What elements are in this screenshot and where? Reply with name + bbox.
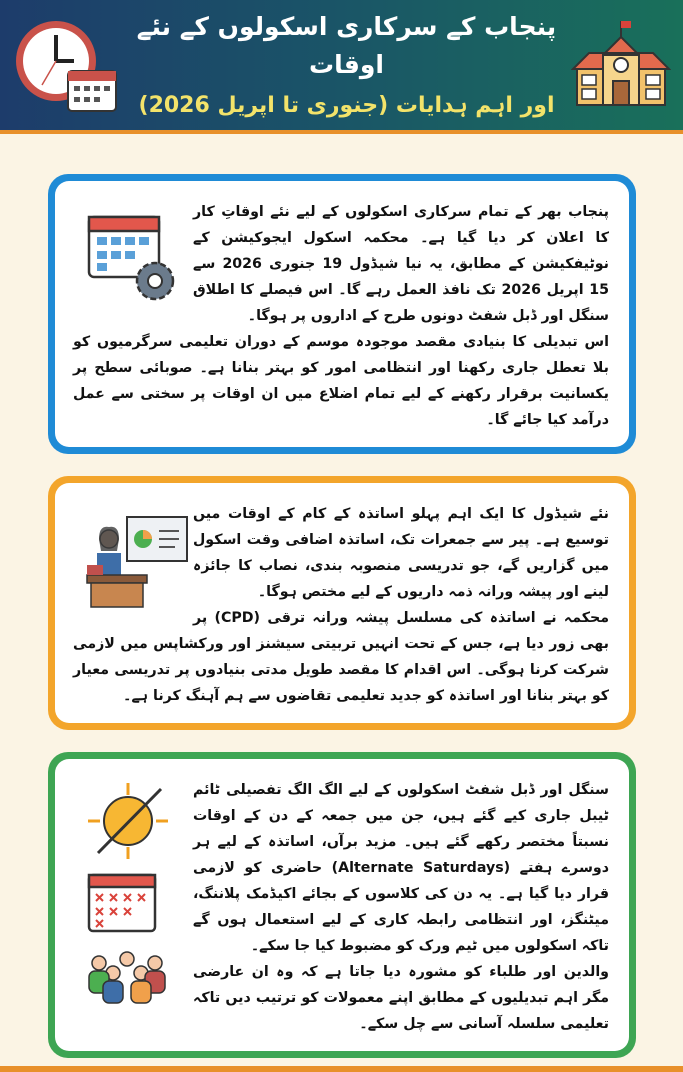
calendar-gear-icon: [83, 207, 193, 312]
clock-calendar-icon: [12, 15, 122, 115]
card-paragraph: محکمہ نے اساتذہ کی مسلسل پیشہ ورانہ ترقی (CPD) پر بھی زور دیا ہے، جس کے تحت انہیں تربیتی سیشنز اور ورکشاپس میں لازمی شرکت کرنا ہوگی۔ اس اقدام کا مقصد طویل مدتی بنیادوں پر تدریسی معیار کو بہتر بنانا اور اساتذہ کو جدید تعلیمی تقاضوں سے ہم آہنگ کرنا ہے۔: [73, 610, 609, 704]
card-paragraph: سنگل اور ڈبل شفٹ اسکولوں کے لیے الگ الگ تفصیلی ٹائم ٹیبل جاری کیے گئے ہیں، جن میں جمعہ کے دن کے اوقات نسبتاً مختصر رکھے گئے ہیں۔ مزید برآں، اساتذہ کے لیے ہر دوسرے ہفتے (Alternate Saturdays) حاضری کو لازمی قرار دیا گیا ہے۔ یہ دن کی کلاسوں کے بجائے اکیڈمک پلاننگ، میٹنگز، اور انتظامی رابطہ کاری کے لیے استعمال ہوں گے تاکہ اسکولوں میں ٹیم ورک کو مضبوط کیا جا سکے۔: [193, 782, 609, 954]
card-paragraph: نئے شیڈول کا ایک اہم پہلو اساتذہ کے کام کے اوقات میں توسیع ہے۔ پیر سے جمعرات تک، اساتذہ اضافی وقت اسکول میں گزاریں گے، جو تدریسی منصوبہ بندی، نصاب کا جائزہ لینے اور پیشہ ورانہ ذمہ داریوں کے لیے مختص ہوگا۔: [193, 506, 609, 600]
info-card-schedule: [48, 174, 636, 454]
card-paragraph: والدین اور طلباء کو مشورہ دیا جاتا ہے کہ وہ ان عارضی مگر اہم تبدیلیوں کے مطابق اپنے معمولات کو ترتیب دیں تاکہ تعلیمی سلسلہ آسانی سے چل سکے۔: [193, 964, 609, 1032]
title-block: [122, 8, 571, 122]
no-sun-icon: [83, 781, 173, 861]
header-banner: [0, 0, 683, 134]
calendar-marked-icon: [87, 869, 159, 935]
teacher-presentation-icon: [83, 509, 193, 614]
info-card-timetable: [48, 752, 636, 1058]
page-title: پنجاب کے سرکاری اسکولوں کے نئے اوقات: [136, 12, 557, 79]
card-paragraph: پنجاب بھر کے تمام سرکاری اسکولوں کے لیے نئے اوقاتِ کار کا اعلان کر دیا گیا ہے۔ محکمہ اسکول ایجوکیشن کے نوٹیفکیشن کے مطابق، یہ نیا شیڈول 19 جنوری 2026 سے 15 اپریل 2026 تک نافذ العمل رہے گا۔ اس فیصلے کا اطلاق سنگل اور ڈبل شفٹ دونوں طرح کے اداروں پر ہوگا۔: [193, 204, 609, 324]
people-group-icon: [79, 945, 175, 1005]
card-paragraph: اس تبدیلی کا بنیادی مقصد موجودہ موسم کے دوران تعلیمی سرگرمیوں کو بلا تعطل جاری رکھنا اور انتظامی امور کو بہتر بنانا ہے۔ صوبائی سطح پر یکسانیت برقرار رکھنے کے لیے تمام اضلاع میں ان اوقات پر سختی سے عمل درآمد کیا جائے گا۔: [73, 334, 609, 428]
info-card-teachers: [48, 476, 636, 730]
school-building-icon: [571, 19, 671, 111]
footer-stripe: [0, 1066, 683, 1072]
icon-column: [83, 781, 193, 1011]
page-subtitle: اور اہم ہدایات (جنوری تا اپریل 2026): [138, 93, 555, 118]
